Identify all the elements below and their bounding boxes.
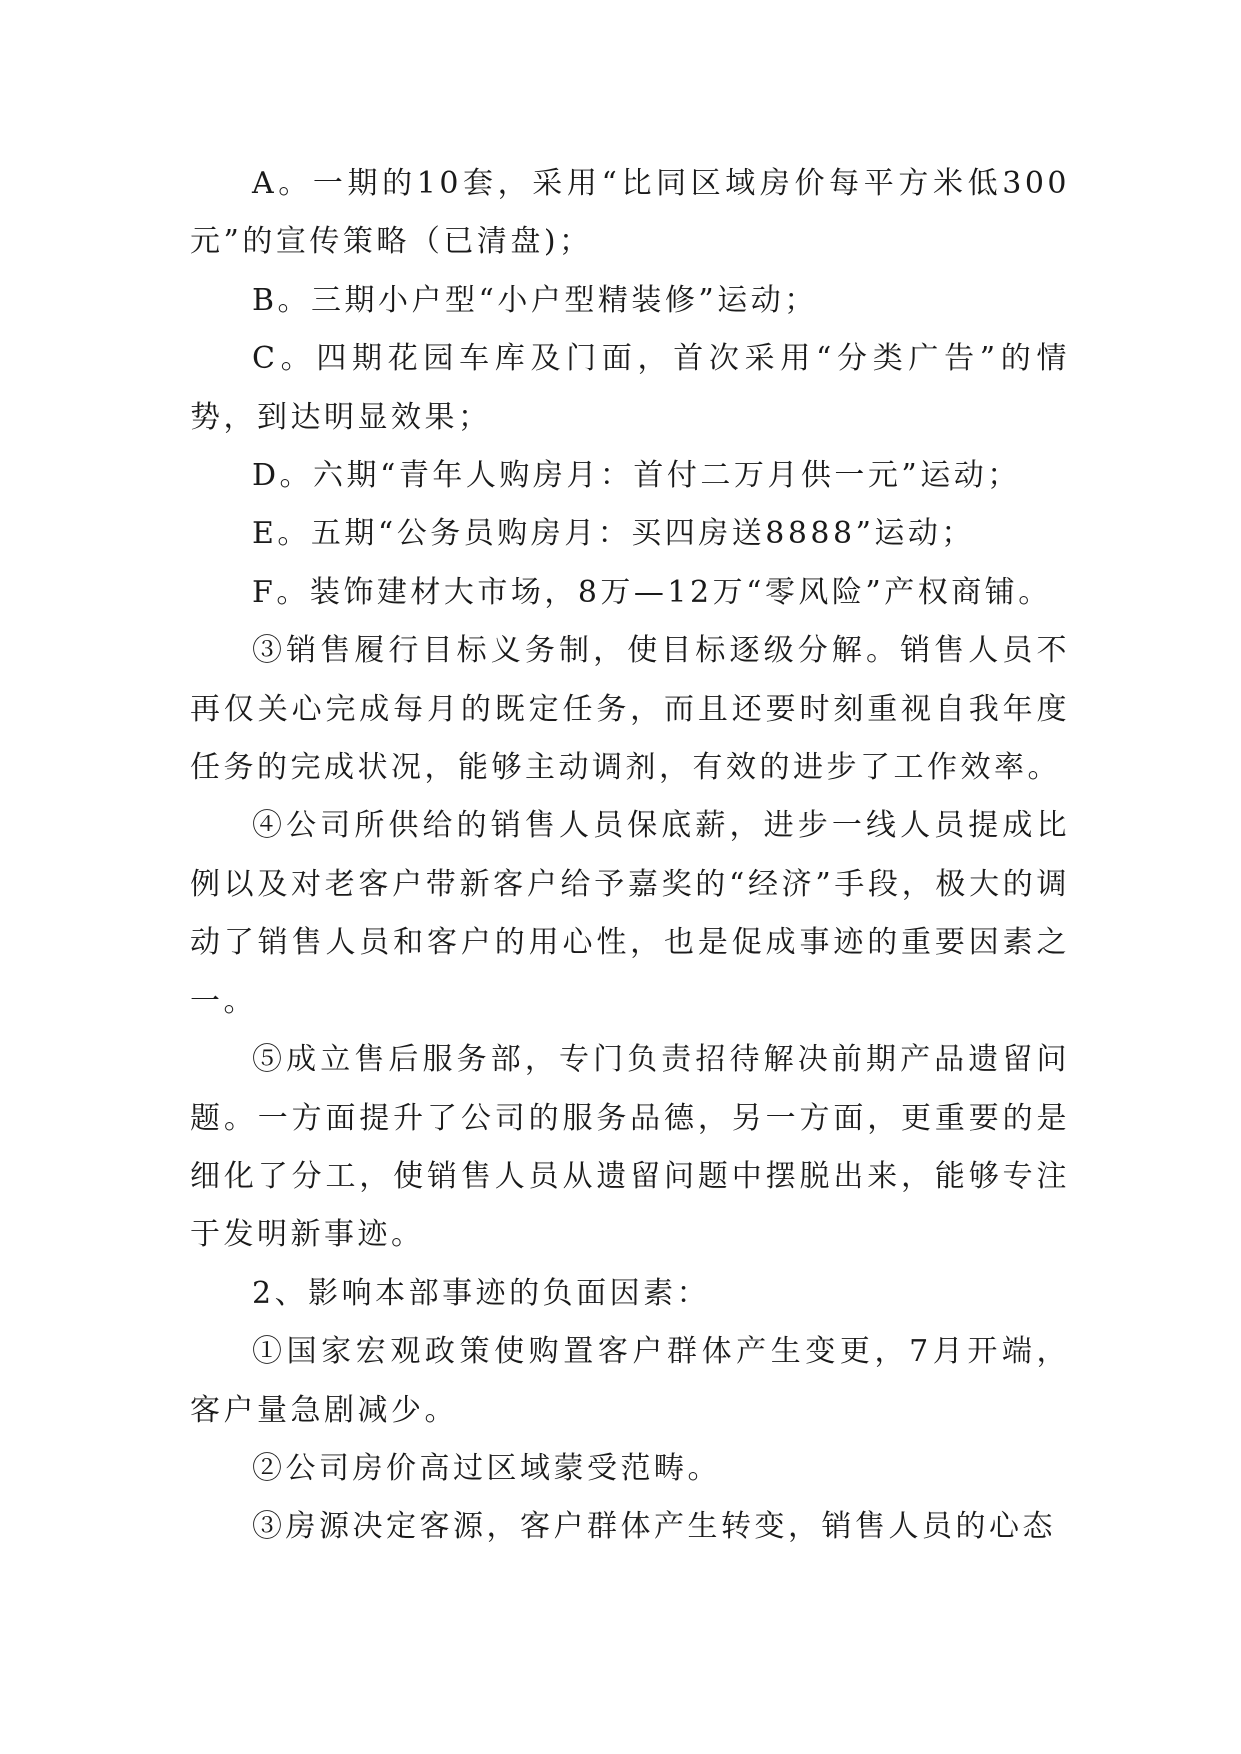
paragraph-item-5: ⑤成立售后服务部，专门负责招待解决前期产品遗留问题。一方面提升了公司的服务品德，另一方面，更重要的是细化了分工，使销售人员从遗留问题中摆脱出来，能够专注于发明新事迹。 <box>190 1042 1070 1253</box>
paragraph-item-4: ④公司所供给的销售人员保底薪，进步一线人员提成比例以及对老客户带新客户给予嘉奖的“经济”手段，极大的调动了销售人员和客户的用心性，也是促成事迹的重要因素之一。 <box>190 808 1070 1019</box>
paragraph-b: B。三期小户型“小户型精装修”运动； <box>252 282 818 318</box>
document-body <box>190 155 1070 1557</box>
paragraph-negative-2: ②公司房价高过区域蒙受范畴。 <box>252 1450 721 1486</box>
paragraph-a: A。一期的10套，采用“比同区域房价每平方米低300元”的宣传策略（已清盘)； <box>190 166 1070 260</box>
paragraph-f: F。装饰建材大市场，8万—12万“零风险”产权商铺。 <box>252 574 1052 610</box>
paragraph-d: D。六期“青年人购房月：首付二万月供一元”运动； <box>252 458 1021 494</box>
paragraph-c: C。四期花园车库及门面，首次采用“分类广告”的情势，到达明显效果； <box>190 341 1070 435</box>
paragraph-negative-1: ①国家宏观政策使购置客户群体产生变更，7月开端，客户量急剧减少。 <box>190 1334 1070 1428</box>
section-heading-negative-factors: 2、影响本部事迹的负面因素： <box>252 1275 711 1311</box>
paragraph-negative-3: ③房源决定客源，客户群体产生转变，销售人员的心态 <box>252 1509 1056 1545</box>
paragraph-e: E。五期“公务员购房月：买四房送8888”运动； <box>252 516 975 552</box>
paragraph-item-3: ③销售履行目标义务制，使目标逐级分解。销售人员不再仅关心完成每月的既定任务，而且还要时刻重视自我年度任务的完成状况，能够主动调剂，有效的进步了工作效率。 <box>190 633 1070 786</box>
